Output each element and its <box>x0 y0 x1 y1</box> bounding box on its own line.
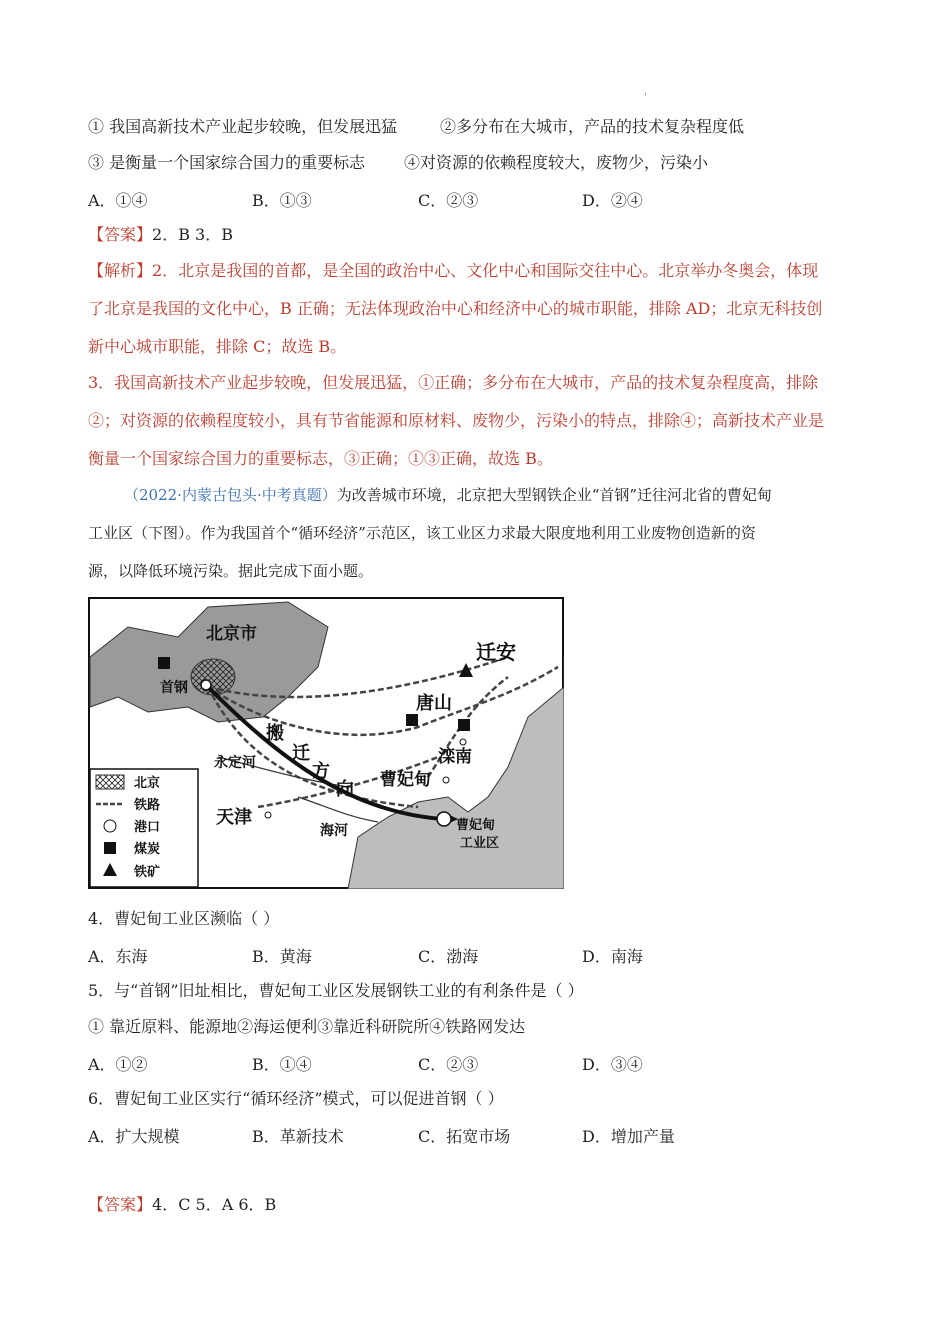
label-zone-2: 工业区 <box>460 836 500 851</box>
q6-option-a: A．扩大规模 <box>88 1127 180 1146</box>
option-b: B．①③ <box>252 191 312 210</box>
option-c: C．②③ <box>418 191 479 210</box>
label-beijing: 北京市 <box>206 624 257 644</box>
answer-block-1 <box>88 224 233 246</box>
analysis-line-4: 3．我国高新技术产业起步较晚，但发展迅猛，①正确；多分布在大城市，产品的技术复杂程度高，排除 <box>88 373 819 392</box>
label-move-4: 向 <box>336 779 354 800</box>
legend-beijing-swatch <box>96 775 124 789</box>
tianjin-dot <box>265 812 271 818</box>
shougang-dot <box>201 680 211 690</box>
label-move-2: 迁 <box>292 743 310 764</box>
label-tianjin: 天津 <box>216 807 252 828</box>
analysis-line-5: ②；对资源的依赖程度较小，具有节省能源和原材料、废物少，污染小的特点，排除④；高新技术产业是 <box>88 411 825 430</box>
label-move-3: 方 <box>312 761 330 782</box>
statement-3: ③ 是衡量一个国家综合国力的重要标志 <box>88 153 366 172</box>
statement-2: ②多分布在大城市，产品的技术复杂程度低 <box>440 117 745 136</box>
label-caofeidian: 曹妃甸 <box>380 770 431 790</box>
passage-line-2: 工业区（下图）。作为我国首个“循环经济”示范区，该工业区力求最大限度地利用工业废物创造新的资 <box>88 524 756 542</box>
analysis-line-6: 衡量一个国家综合国力的重要标志，③正确；①③正确，故选 B。 <box>88 449 553 468</box>
q6-stem: 6．曹妃甸工业区实行“循环经济”模式，可以促进首钢（ ） <box>88 1089 504 1108</box>
legend-port-swatch <box>104 820 116 832</box>
q5-option-c: C．②③ <box>418 1055 479 1074</box>
coal-luannan <box>458 719 470 731</box>
analysis-line-3: 新中心城市职能，排除 C；故选 B。 <box>88 337 347 356</box>
label-tangshan: 唐山 <box>416 693 452 714</box>
caofeidian-dot <box>443 777 449 783</box>
label-move-1: 搬 <box>266 723 284 744</box>
q5-option-d: D．③④ <box>582 1055 643 1074</box>
analysis-text: 2．北京是我国的首都，是全国的政治中心、文化中心和国际交往中心。北京举办冬奥会，体现 <box>152 261 819 280</box>
passage-text-1: 为改善城市环境，北京把大型钢铁企业“首钢”迁往河北省的曹妃甸 <box>336 486 773 504</box>
q6-option-c: C．拓宽市场 <box>418 1127 511 1146</box>
option-a: A．①④ <box>88 191 148 210</box>
analysis-tag: 【解析】 <box>88 261 153 280</box>
q6-option-d: D．增加产量 <box>582 1127 675 1146</box>
header-mark: ' <box>644 92 647 103</box>
legend-coal-swatch <box>104 842 116 854</box>
statement-4: ④对资源的依赖程度较大，废物少，污染小 <box>404 153 709 172</box>
legend-railway: 铁路 <box>134 798 161 813</box>
legend-beijing: 北京 <box>134 776 161 791</box>
passage-source: （2022·内蒙古包头·中考真题） <box>124 486 337 504</box>
q4-stem: 4．曹妃甸工业区濒临（ ） <box>88 909 280 928</box>
legend <box>90 769 198 887</box>
q4-option-a: A．东海 <box>88 947 148 966</box>
legend-coal: 煤炭 <box>134 842 161 857</box>
map-svg <box>88 597 564 889</box>
q4-option-b: B．黄海 <box>252 947 312 966</box>
coal-tangshan <box>406 714 418 726</box>
analysis-line-2: 了北京是我国的文化中心，B 正确；无法体现政治中心和经济中心的城市职能，排除 AD；北京无科技创 <box>88 299 823 318</box>
label-shougang: 首钢 <box>160 680 188 696</box>
label-haihe: 海河 <box>320 823 348 839</box>
statement-1: ① 我国高新技术产业起步较晚，但发展迅猛 <box>88 117 398 136</box>
coal-beijing <box>158 657 170 669</box>
label-qianan: 迁安 <box>476 640 516 664</box>
legend-iron: 铁矿 <box>134 865 161 880</box>
answer-text-2: 4．C 5．A 6．B <box>152 1195 277 1214</box>
answer-tag-2: 【答案】 <box>88 1195 153 1214</box>
luannan-dot <box>460 739 466 745</box>
label-yongdinghe: 永定河 <box>214 755 256 771</box>
q5-option-a: A．①② <box>88 1055 148 1074</box>
map-figure <box>88 597 564 889</box>
answer-text: 2．B 3．B <box>152 225 233 244</box>
label-luannan: 滦南 <box>438 747 472 767</box>
passage-line-1 <box>124 484 772 506</box>
label-zone-1: 曹妃甸 <box>456 818 496 833</box>
q5-option-b: B．①④ <box>252 1055 312 1074</box>
q4-option-c: C．渤海 <box>418 947 479 966</box>
q6-option-b: B．革新技术 <box>252 1127 344 1146</box>
q4-option-d: D．南海 <box>582 947 643 966</box>
port-icon <box>437 812 451 826</box>
q5-conditions: ① 靠近原料、能源地②海运便利③靠近科研院所④铁路网发达 <box>88 1017 526 1036</box>
option-d: D．②④ <box>582 191 643 210</box>
q5-stem: 5．与“首钢”旧址相比，曹妃甸工业区发展钢铁工业的有利条件是（ ） <box>88 981 584 1000</box>
analysis-line-1 <box>88 260 818 282</box>
answer-tag: 【答案】 <box>88 225 153 244</box>
legend-port: 港口 <box>134 820 161 835</box>
answer-block-2 <box>88 1194 276 1216</box>
passage-line-3: 源，以降低环境污染。据此完成下面小题。 <box>88 562 374 580</box>
